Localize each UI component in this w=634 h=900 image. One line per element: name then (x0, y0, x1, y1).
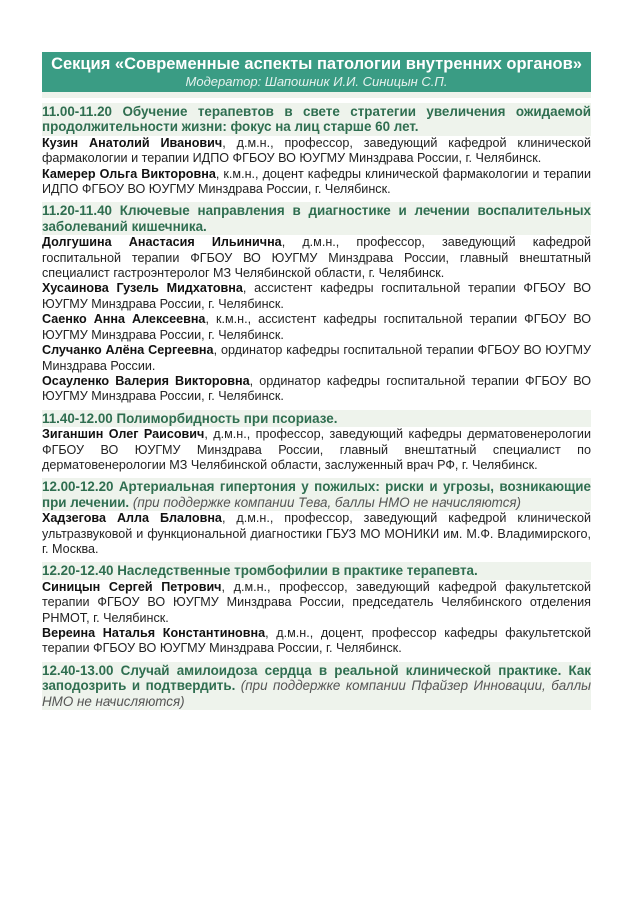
speaker (42, 343, 591, 374)
talk (42, 410, 591, 474)
speaker-info: , д.м.н., профессор, заведующий кафедрой госпитальной терапии ФГБОУ ВО ЮУГМУ Минздрава России, главный внештатный специалист гастроэнтеролог МЗ Челябинской области, г. Челябинск. (42, 235, 592, 281)
talk-title-text: 11.00-11.20 Обучение терапевтов в свете стратегии увеличения ожидаемой продолжительности жизни: фокус на лиц старше 60 лет. (42, 104, 591, 135)
talk-title (42, 202, 591, 235)
talk-title-text: 12.00-12.20 Артериальная гипертония у пожилых: риски и угрозы, возникающие при лечении. (42, 479, 591, 510)
speaker-info: , ординатор кафедры госпитальной терапии ФГБОУ ВО ЮУГМУ Минздрава России. (42, 343, 591, 373)
speaker-name: Синицын Сергей Петрович (42, 579, 222, 594)
speaker-info: , к.м.н., ассистент кафедры госпитальной терапии ФГБОУ ВО ЮУГМУ Минздрава России, г. Челябинск. (42, 312, 591, 342)
speaker (42, 580, 591, 626)
speaker (42, 235, 591, 281)
speaker (42, 167, 591, 198)
speaker-name: Хусаинова Гузель Мидхатовна (42, 281, 243, 296)
speaker-name: Саенко Анна Алексеевна (42, 312, 206, 327)
speaker-info: , д.м.н., профессор, заведующий кафедрой факультетской терапии ФГБОУ ВО ЮУГМУ Минздрава России, председатель Челябинского отделения РНМОТ, г. Челябинск. (42, 579, 591, 625)
speaker-name: Кузин Анатолий Иванович (42, 135, 223, 150)
speaker (42, 374, 591, 405)
talk-list (42, 103, 591, 710)
program-section (42, 52, 591, 710)
speaker-info: , д.м.н., доцент, профессор кафедры факультетской терапии ФГБОУ ВО ЮУГМУ Минздрава России, г. Челябинск. (42, 626, 591, 656)
talk-note: (при поддержке компании Тева, баллы НМО не начисляются) (129, 494, 521, 510)
speaker-name: Долгушина Анастасия Ильинична (42, 235, 282, 250)
speaker-info: , д.м.н., профессор, заведующий кафедрой клинической фармакологии и терапии ИДПО ФГБОУ ВО ЮУГМУ Минздрава России, г. Челябинск. (42, 135, 591, 166)
talk-title-text: 12.20-12.40 Наследственные тромбофилии в практике терапевта. (42, 563, 478, 579)
talk-title (42, 662, 591, 710)
speaker-info: , д.м.н., профессор, заведующий кафедры дерматовенерологии ФГБОУ ВО ЮУГМУ Минздрава России, главный внештатный специалист по дерматовенерологии МЗ Челябинской области, заслуженный врач РФ, г. Челябинск. (42, 427, 591, 472)
speaker-name: Хадзегова Алла Блаловна (42, 511, 222, 526)
speaker-info: , к.м.н., доцент кафедры клинической фармакологии и терапии ИДПО ФГБОУ ВО ЮУГМУ Минздрава России, г. Челябинск. (42, 166, 591, 197)
speaker-info: , д.м.н., профессор, заведующий кафедрой клинической ультразвуковой и функциональной диагностики ГБУЗ МО МОНИКИ им. М.Ф. Владимирского, г. Москва. (42, 511, 591, 556)
talk (42, 202, 591, 404)
speaker-info: , ассистент кафедры госпитальной терапии ФГБОУ ВО ЮУГМУ Минздрава России, г. Челябинск. (42, 281, 591, 311)
speaker-name: Осауленко Валерия Викторовна (42, 373, 250, 388)
speaker-info: , ординатор кафедры госпитальной терапии ФГБОУ ВО ЮУГМУ Минздрава России, г. Челябинск. (42, 373, 591, 404)
section-header (42, 52, 591, 92)
header-divider (42, 92, 591, 98)
speaker-name: Зиганшин Олег Раисович (42, 427, 205, 442)
talk-title (42, 103, 591, 136)
speaker (42, 136, 591, 167)
talk-title (42, 478, 591, 511)
talk-title (42, 410, 591, 427)
talk (42, 562, 591, 656)
speaker-name: Камерер Ольга Викторовна (42, 166, 216, 181)
speaker-name: Вереина Наталья Константиновна (42, 626, 266, 640)
talk-note: (при поддержке компании Пфайзер Инновации, баллы НМО не начисляются) (42, 678, 591, 709)
moderator: Модератор: Шапошник И.И. Синицын С.П. (185, 74, 448, 89)
speaker (42, 281, 591, 312)
speaker (42, 427, 591, 473)
section-title: Секция «Современные аспекты патологии внутренних органов» (51, 55, 582, 73)
talk (42, 662, 591, 710)
talk-title-text: 11.40-12.00 Полиморбидность при псориазе. (42, 410, 338, 426)
talk (42, 103, 591, 197)
talk-title-text: 12.40-13.00 Случай амилоидоза сердца в реальной клинической практике. Как заподозрить и подтвердить. (42, 662, 591, 694)
speaker (42, 511, 591, 557)
talk-title (42, 562, 591, 579)
speaker-name: Случанко Алёна Сергеевна (42, 343, 214, 358)
speaker (42, 626, 591, 657)
speaker (42, 312, 591, 343)
talk (42, 478, 591, 557)
talk-title-text: 11.20-11.40 Ключевые направления в диагностике и лечении воспалительных заболеваний кишечника. (42, 203, 591, 234)
